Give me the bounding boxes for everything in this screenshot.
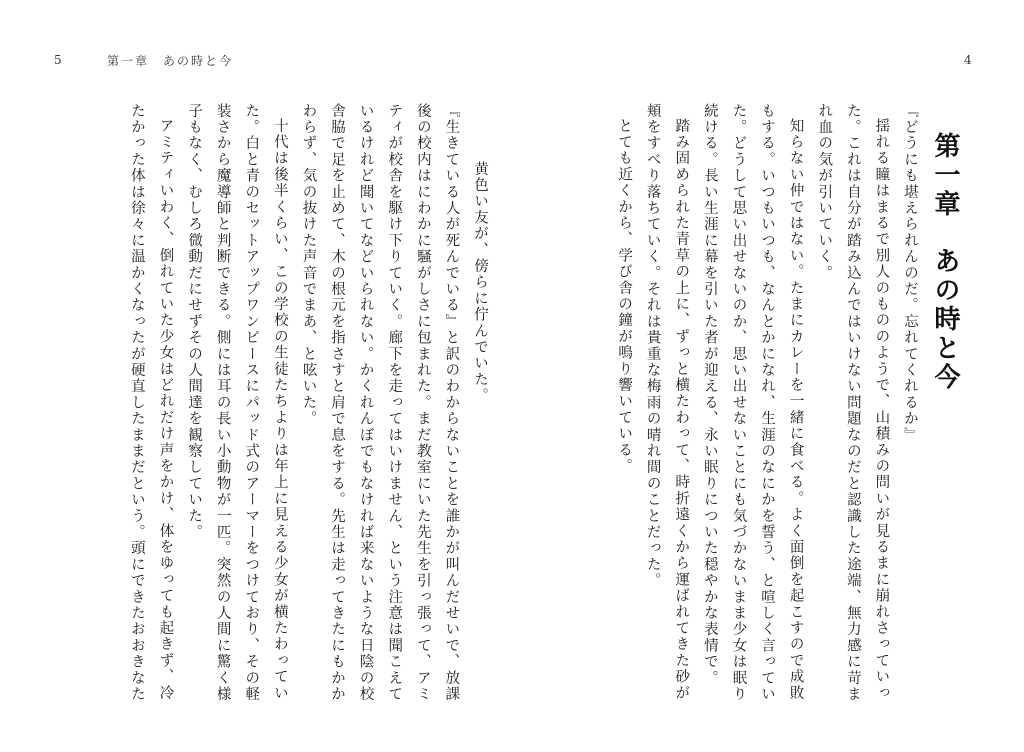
- text-line: 子もなく、むしろ微動だにせずその人間達を観察していた。: [186, 103, 203, 541]
- text-line: アミティいわく、倒れていた少女はどれだけ声をかけ、体をゆっても起きず、冷: [157, 117, 174, 701]
- text-line: 続ける。長い生涯に幕を引いた者が迎える、永い眠りについた穏やかな表情で。: [701, 103, 718, 687]
- body-text: [594, 103, 924, 703]
- text-line: た。どうして思い出せないのか、思い出せないことにも気づかないまま少女は眠り: [730, 103, 747, 703]
- text-line: 『どうにも堪えられんのだ。忘れてくれるか』: [902, 103, 918, 444]
- text-line: いるけれど聞いてなどいられない。かくれんぼでもなければ来ないような日陰の校: [357, 103, 374, 703]
- text-line: た。白と青のセットアップワンピースにパッド式のアーマーをつけており、その軽: [243, 103, 260, 703]
- chapter-number: 第一章: [930, 132, 960, 219]
- text-line: 後の校内はにわかに騒がしさに包まれた。まだ教室にいた先生を引っ張って、アミ: [414, 103, 431, 703]
- text-line: れ血の気が引いていく。: [816, 103, 833, 282]
- text-line: 知らない仲ではない。たまにカレーを一緒に食べる。よく面倒を起こすので成敗: [787, 117, 804, 701]
- text-line: 揺れる瞳はまるで別人のもののようで、山積みの問いが見るまに崩れさっていっ: [873, 117, 890, 701]
- text-line: 『生きている人が死んでいる』と訳のわからないことを誰かが叫んだせいで、放課: [443, 103, 460, 703]
- page-number: 4: [964, 53, 973, 67]
- chapter-title: [927, 132, 964, 392]
- text-line: 踏み固められた青草の上に、ずっと横たわって、時折遠くから運ばれてきた砂が: [673, 117, 690, 701]
- text-line: たかった体は徐々に温かくなったが硬直したままだという。頭にできたおおきなた: [128, 103, 145, 703]
- text-line: た。これは自分が踏み込んではいけない問題なのだと認識した途端、無力感に苛ま: [844, 103, 861, 703]
- text-line: 十代は後半くらい、この学校の生徒たちよりは年上に見える少女が横たわってい: [271, 117, 288, 701]
- chapter-name: あの時と今: [930, 247, 960, 392]
- text-line: わらず、気の抜けた声音でまあ、と呟いた。: [300, 103, 317, 427]
- text-line: 装さから魔導師と判断できる。側には耳の長い小動物が一匹。突然の人間に驚く様: [214, 103, 231, 703]
- text-line: とても近くから、学び舎の鐘が鳴り響いている。: [616, 117, 633, 474]
- page-number: 5: [54, 53, 63, 67]
- running-head: 第一章 あの時と今: [107, 54, 234, 68]
- text-line: 頬をすべり落ちていく。それは貴重な梅雨の晴れ間のことだった。: [644, 103, 661, 589]
- text-line: 舎脇で足を止めて、木の根元を指さすと肩で息をする。先生は走ってきたにもかか: [329, 103, 346, 703]
- right-page: [512, 0, 1024, 752]
- text-line: ティが校舎を駆け下りていく。廊下を走ってはいけません、という注意は聞こえて: [386, 103, 403, 703]
- body-text: [54, 103, 494, 703]
- text-line: 黄色い友が、傍らに佇んでいた。: [472, 161, 488, 404]
- text-line: もする。いつもいつも、なんとかになれ、生涯のなにかを誓う、と喧しく言ってい: [759, 103, 776, 703]
